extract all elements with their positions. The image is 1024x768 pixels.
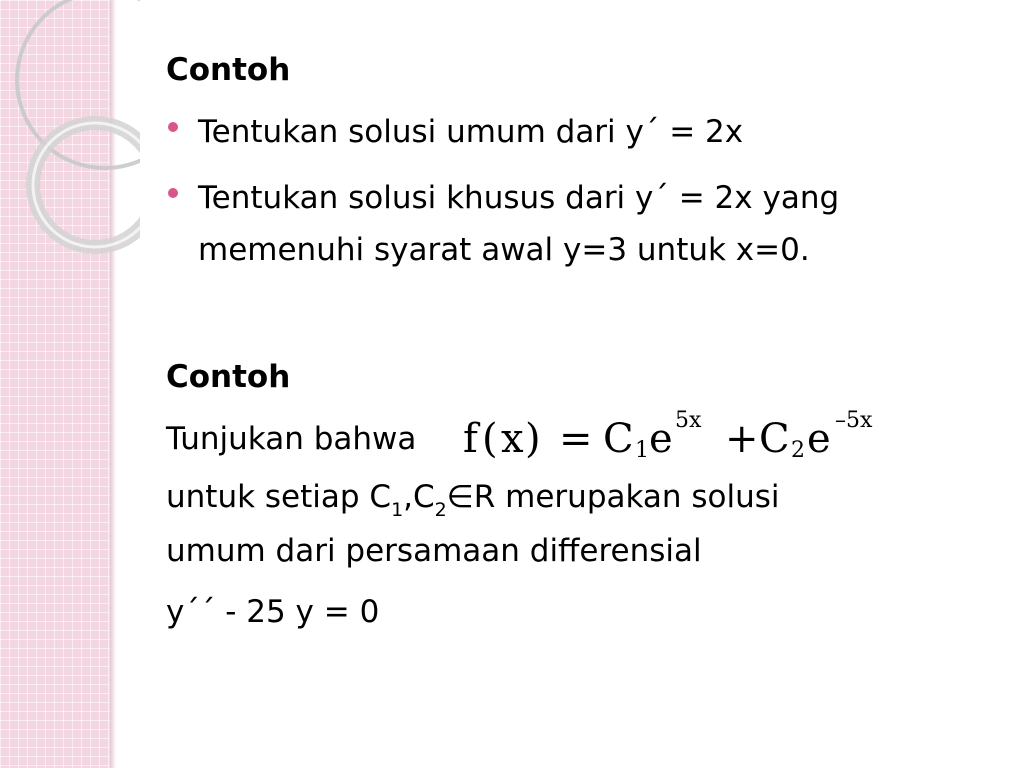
line2-sub1: 1	[391, 499, 404, 521]
formula-plus: +	[725, 416, 759, 462]
bullet-item-1	[168, 106, 968, 158]
formula-c1-sub: 1	[635, 438, 649, 463]
intro-text: Tunjukan bahwa	[166, 421, 417, 457]
line2-part1: untuk setiap C	[166, 479, 392, 515]
formula-lparen: (	[482, 416, 498, 462]
heading-contoh-2: Contoh	[166, 359, 291, 395]
formula-e2-sup: –5x	[835, 408, 873, 433]
formula-e2: e	[807, 416, 831, 462]
formula-equals: =	[559, 416, 593, 462]
formula-e1-sup: 5x	[675, 408, 702, 433]
formula	[463, 402, 893, 472]
text-line-3: umum dari persamaan differensial	[166, 533, 702, 569]
formula-c2-sub: 2	[791, 438, 805, 463]
formula-c1: C	[603, 416, 634, 462]
bullet-icon	[168, 188, 178, 198]
line2-part2: ,C	[403, 479, 435, 515]
bullet-text-2: Tentukan solusi khusus dari y´ = 2x yang memenuhi syarat awal y=3 untuk x=0.	[198, 180, 840, 268]
heading-contoh-1: Contoh	[166, 52, 291, 88]
text-line-2	[166, 477, 780, 521]
formula-x: x	[501, 416, 524, 462]
formula-f: f	[463, 416, 478, 462]
formula-rparen: )	[525, 416, 541, 462]
line2-part3: ∈R merupakan solusi	[446, 479, 780, 515]
bullet-text-1: Tentukan solusi umum dari y´ = 2x	[198, 114, 744, 150]
text-line-4: y´´ - 25 y = 0	[166, 594, 380, 630]
formula-e1: e	[649, 416, 673, 462]
bullet-item-2	[168, 172, 968, 276]
bullet-icon	[168, 122, 178, 132]
formula-c2: C	[759, 416, 790, 462]
line2-sub2: 2	[434, 499, 447, 521]
